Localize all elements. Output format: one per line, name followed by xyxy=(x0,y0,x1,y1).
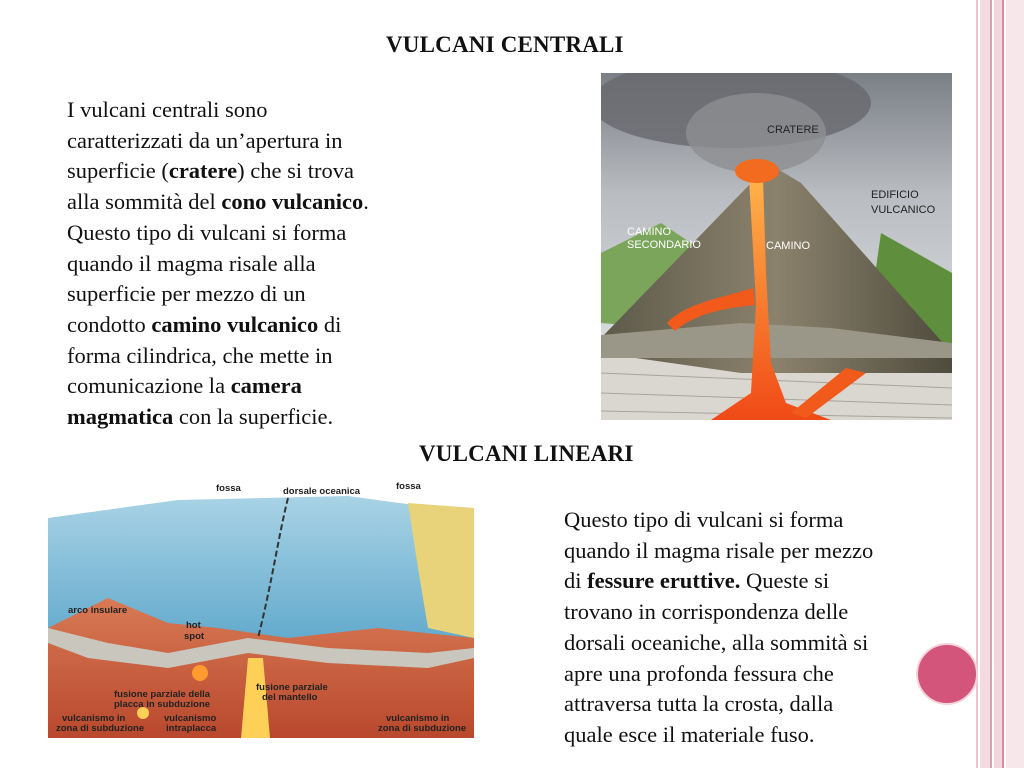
heading-central-volcanoes: VULCANI CENTRALI xyxy=(386,32,624,57)
text-line xyxy=(67,402,487,433)
central-volcanoes-paragraph xyxy=(67,95,487,433)
label-mantle-melt-2: del mantello xyxy=(262,692,318,703)
text-line xyxy=(564,536,984,567)
bold-term: cono vulcanico xyxy=(221,189,364,215)
text-run: condotto xyxy=(67,311,152,337)
label-plate-melt-1: fusione parziale della xyxy=(114,689,211,700)
label-conduit: CAMINO xyxy=(766,240,810,252)
text-run: di xyxy=(318,311,342,337)
label-subduction-left-1: vulcanismo in xyxy=(62,713,126,724)
bold-term: cratere xyxy=(168,158,238,184)
text-run: . xyxy=(363,189,369,215)
label-edifice-2: VULCANICO xyxy=(871,204,936,216)
text-run: Questo tipo di vulcani si forma xyxy=(564,507,844,532)
label-hot-spot-2: spot xyxy=(184,631,205,642)
text-line xyxy=(67,187,487,218)
text-run: caratterizzati da un’apertura in xyxy=(67,127,343,153)
text-line xyxy=(67,249,487,280)
text-run: attraversa tutta la crosta, dalla xyxy=(564,691,834,717)
label-intraplate-1: vulcanismo xyxy=(164,713,217,724)
text-run: alla sommità del xyxy=(67,189,222,215)
text-line xyxy=(564,689,984,720)
label-secondary-1: CAMINO xyxy=(627,226,671,238)
text-line xyxy=(564,597,984,628)
bold-term: camino vulcanico xyxy=(151,311,319,337)
label-intraplate-2: intraplacca xyxy=(166,723,217,734)
label-subduction-right-1: vulcanismo in xyxy=(386,713,450,724)
text-run: dorsali oceaniche, alla sommità si xyxy=(564,629,869,655)
bold-term: magmatica xyxy=(67,404,174,430)
text-line xyxy=(67,126,487,157)
linear-volcanoes-paragraph xyxy=(564,505,984,751)
text-line xyxy=(67,371,487,402)
label-secondary-2: SECONDARIO xyxy=(627,239,701,251)
text-run: quale esce il materiale fuso. xyxy=(564,721,815,747)
label-edifice-1: EDIFICIO xyxy=(871,189,919,201)
text-line xyxy=(564,505,984,536)
text-run: Questo tipo di vulcani si forma xyxy=(67,219,347,245)
text-line xyxy=(564,628,984,659)
label-trench-right: fossa xyxy=(396,481,421,492)
heading-linear-volcanoes: VULCANI LINEARI xyxy=(419,441,634,466)
label-trench-left: fossa xyxy=(216,483,241,494)
text-run: quando il magma risale alla xyxy=(67,250,316,276)
text-line xyxy=(67,218,487,249)
label-subduction-left-2: zona di subduzione xyxy=(56,723,145,734)
text-run: trovano in corrispondenza delle xyxy=(564,599,849,625)
label-crater: CRATERE xyxy=(767,124,819,136)
text-line xyxy=(67,341,487,372)
label-subduction-right-2: zona di subduzione xyxy=(378,723,467,734)
oceanic-ridge-illustration xyxy=(48,478,474,738)
text-line xyxy=(564,566,984,597)
label-hot-spot-1: hot xyxy=(186,620,201,631)
text-run: superficie per mezzo di un xyxy=(67,281,306,307)
text-run: Queste si xyxy=(740,568,830,594)
text-run: superficie ( xyxy=(67,158,169,184)
decorative-circle xyxy=(916,643,978,705)
text-run: di xyxy=(564,568,588,594)
text-run: quando il magma risale per mezzo xyxy=(564,537,874,563)
label-mantle-melt-1: fusione parziale xyxy=(256,682,328,693)
text-run: ) che si trova xyxy=(237,158,354,184)
label-ridge: dorsale oceanica xyxy=(283,486,361,497)
text-line xyxy=(67,279,487,310)
text-run: I vulcani centrali sono xyxy=(67,97,268,122)
bold-term: fessure eruttive. xyxy=(587,568,741,594)
text-line xyxy=(67,156,487,187)
text-run: apre una profonda fessura che xyxy=(564,660,834,686)
text-line xyxy=(564,720,984,751)
label-island-arc: arco insulare xyxy=(68,605,128,616)
text-line xyxy=(67,310,487,341)
label-plate-melt-2: placca in subduzione xyxy=(114,699,211,710)
text-run: con la superficie. xyxy=(173,404,334,430)
text-run: comunicazione la xyxy=(67,373,231,399)
text-line xyxy=(67,95,487,126)
central-volcano-illustration xyxy=(601,73,952,420)
text-run: forma cilindrica, che mette in xyxy=(67,342,333,368)
bold-term: camera xyxy=(230,373,302,399)
